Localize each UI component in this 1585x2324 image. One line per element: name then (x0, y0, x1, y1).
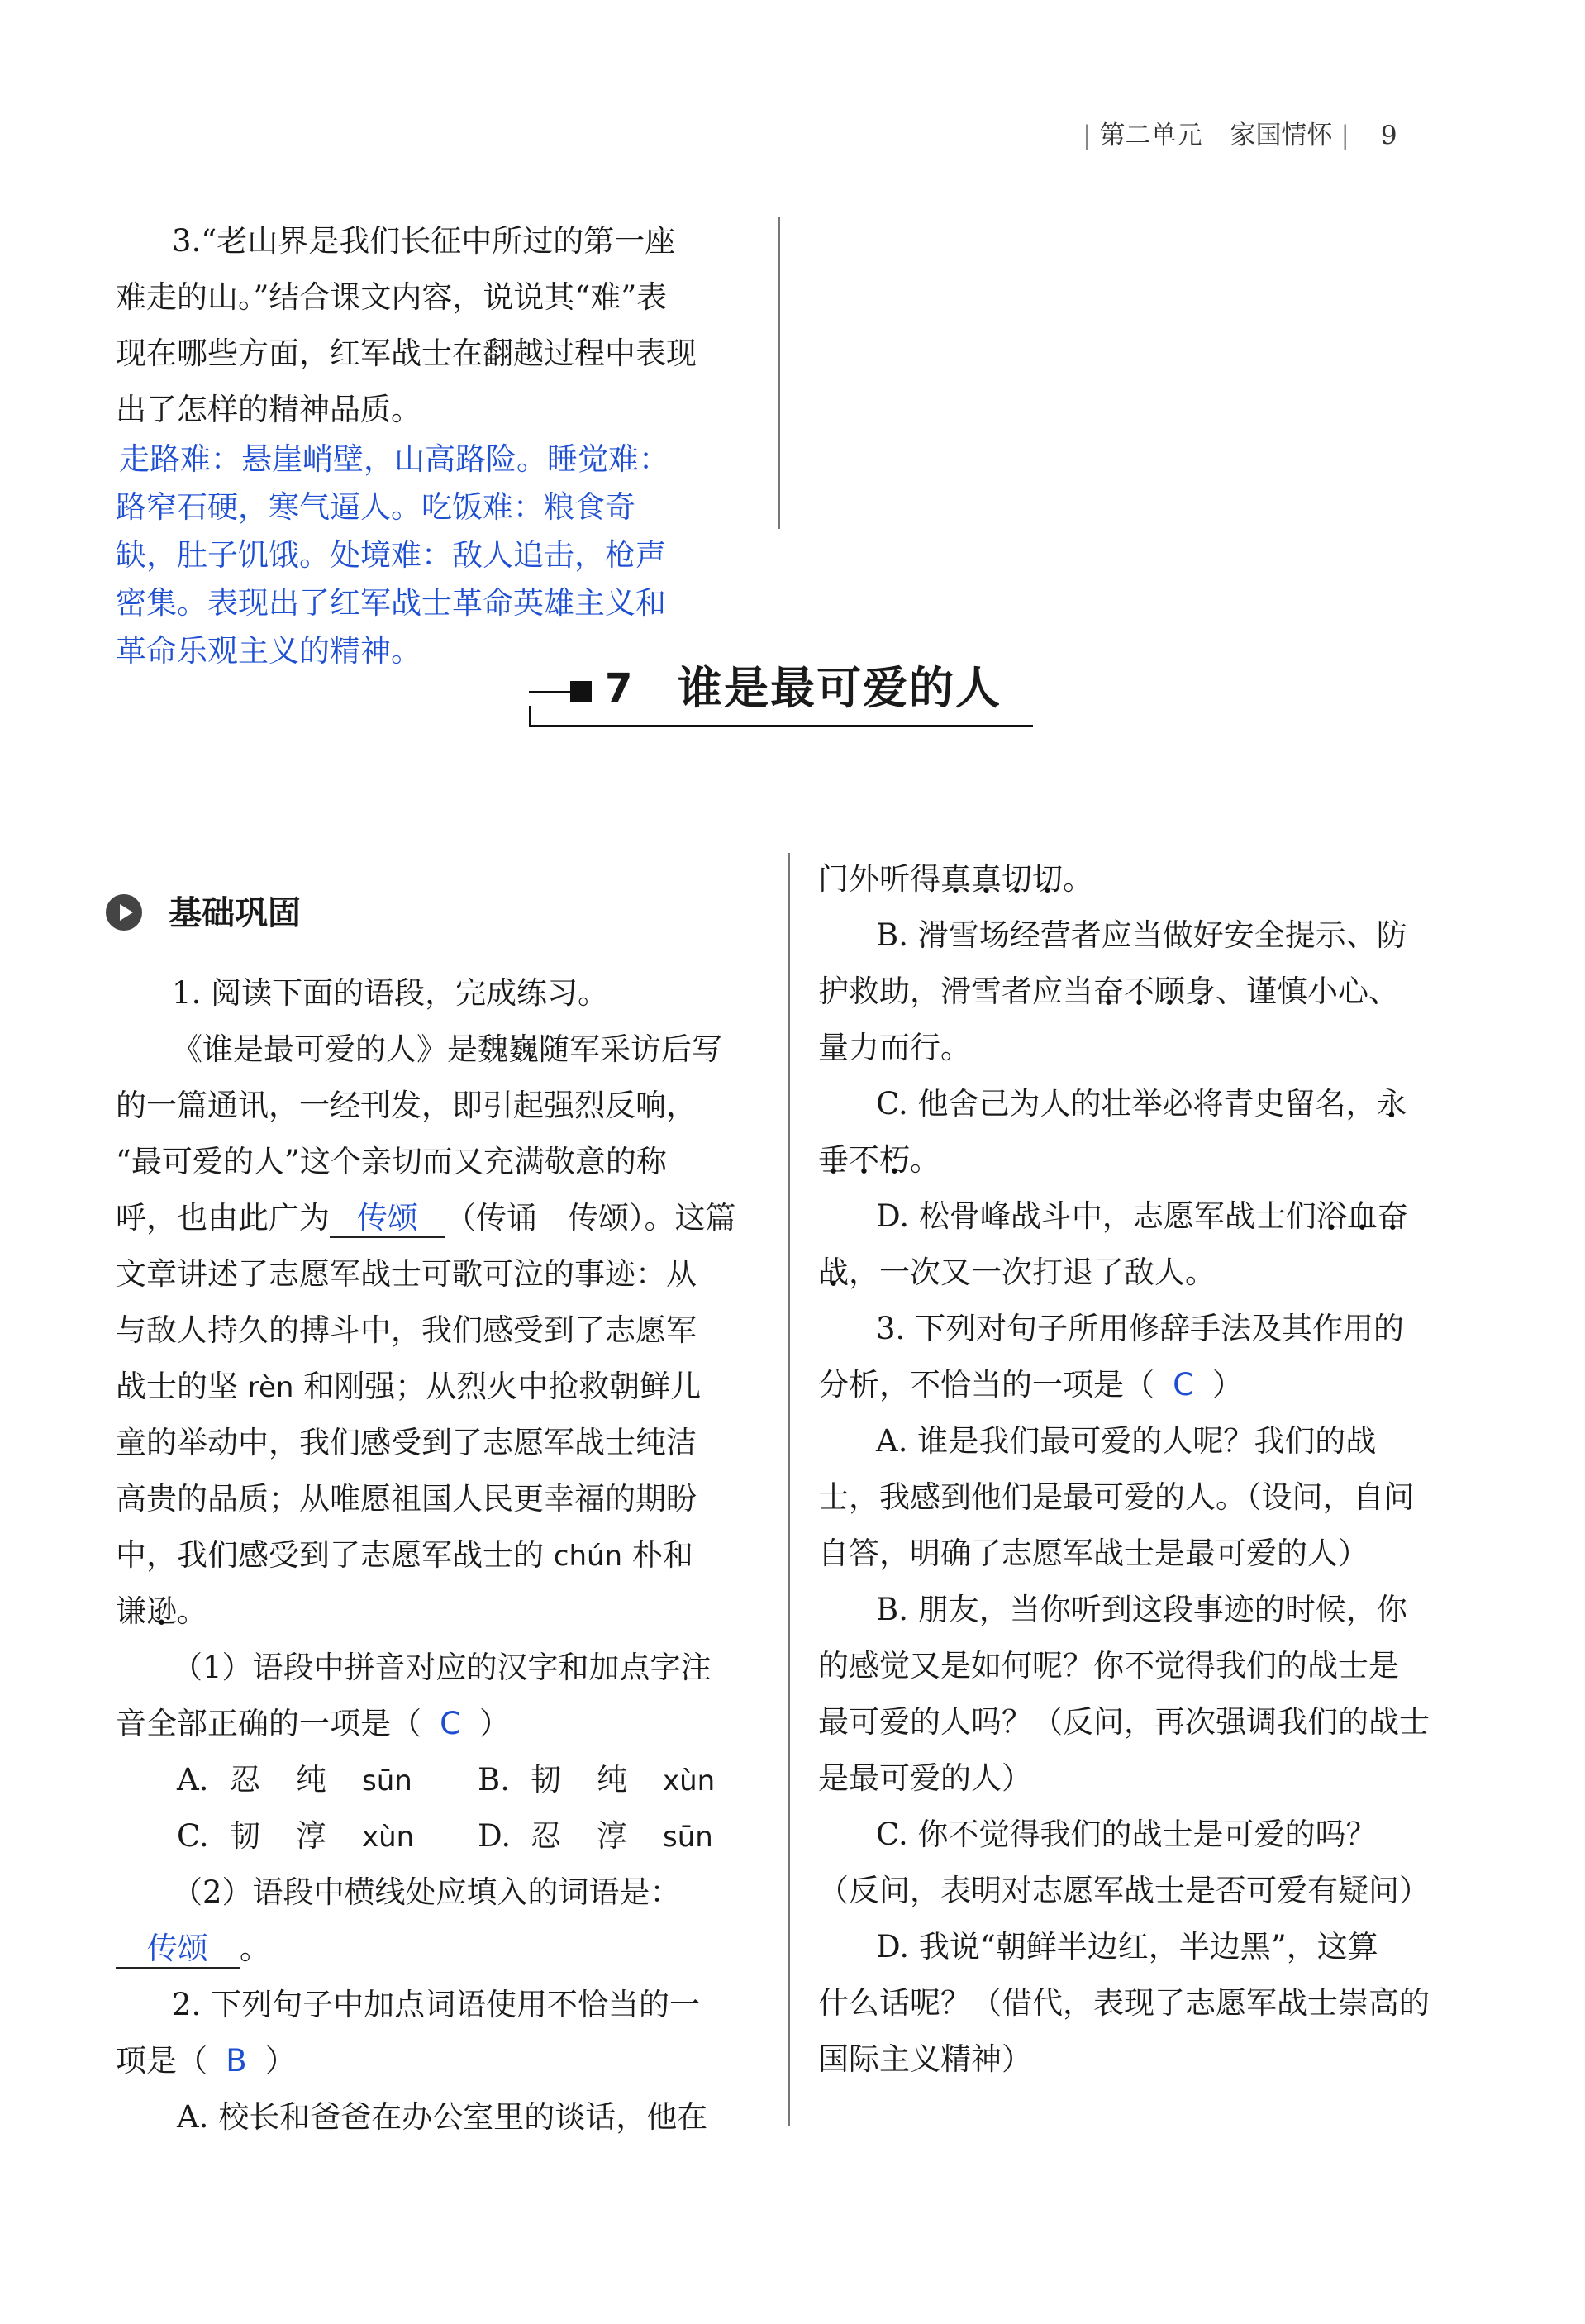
q1-passage-line-pinyin (116, 1527, 777, 1584)
q3-top-answer-line-5: 革命乐观主义的精神。 (116, 633, 421, 669)
option-pinyin: xùn (663, 1764, 716, 1798)
section-label: 基础巩固 (169, 894, 301, 932)
q1-passage-last-line (116, 1583, 769, 1640)
q3-top-question-line-3: 现在哪些方面，红军战士在翻越过程中表现 (116, 336, 697, 371)
q3-option-line: 什么话呢？（借代，表现了志愿军战士崇高的 (818, 1985, 1430, 2021)
q2-option-d-line-1 (876, 1188, 1537, 1245)
dotted-char: 真 (940, 861, 971, 897)
dotted-char: 奋 (1377, 1198, 1408, 1234)
q3-option-line: D. 我说“朝鲜半边红，半边黑”，这算 (876, 1929, 1378, 1964)
title-underline (529, 725, 1033, 727)
q1-passage-line: 童的举动中，我们感受到了志愿军战士纯洁 (116, 1425, 697, 1460)
lesson-title-block (529, 660, 1033, 727)
option-char: 纯 (296, 1762, 326, 1798)
title-square-icon (570, 681, 592, 702)
q3-close: ） (1212, 1367, 1243, 1402)
q1-passage-line: “最可爱的人”这个亲切而又充满敬意的称 (116, 1144, 667, 1179)
q2-option-d-line-2 (818, 1245, 1479, 1301)
dotted-char: 战 (818, 1255, 849, 1290)
column-divider-main (788, 853, 790, 2126)
q1-options-row-1 (177, 1752, 772, 1809)
q3-top-answer-line-1: 走路难：悬崖峭壁，山高路险。睡觉难： (119, 441, 669, 477)
option-pinyin: sūn (663, 1821, 713, 1854)
q2-option-b-line-2 (818, 964, 1479, 1020)
q1-options-row-2 (177, 1808, 772, 1865)
q1-line4-post: （传诵 传颂）。这篇 (445, 1200, 736, 1236)
q1-line10-pre: 中，我们感受到了志愿军战士的 (116, 1537, 554, 1573)
q3-option-line: 最可爱的人吗？（反问，再次强调我们的战士 (818, 1704, 1430, 1740)
q3-top-answer-line-4: 密集。表现出了红军战士革命英雄主义和 (116, 585, 666, 621)
dotted-char: 奋 (1093, 974, 1124, 1009)
q3-answer: C (1173, 1367, 1194, 1402)
q3-option-line: B. 朋友，当你听到这段事迹的时候，你 (876, 1592, 1407, 1627)
q2-d-post: ，一次又一次打退了敌人。 (849, 1255, 1216, 1290)
q3-option-line: （反问，表明对志愿军战士是否可爱有疑问） (818, 1873, 1430, 1908)
option-char: 纯 (597, 1762, 627, 1798)
option-letter: D. (478, 1818, 512, 1854)
title-tick (529, 706, 531, 727)
dotted-char: 永 (1376, 1086, 1407, 1122)
q1-blank-answer: 传颂 (330, 1200, 445, 1238)
q2-option-c-line-2 (818, 1132, 1479, 1188)
q1-sub1-line-2 (116, 1696, 777, 1752)
lesson-title: 谁是最可爱的人 (678, 662, 1002, 714)
q2-a-cont-post: 。 (1063, 861, 1093, 897)
q2-answer: B (226, 2043, 247, 2079)
option-char: 韧 (230, 1818, 260, 1854)
dotted-char: 顾 (1154, 974, 1185, 1009)
q3-option-line: 士，我感到他们是最可爱的人。（设问，自问 (818, 1479, 1415, 1515)
option-letter: B. (478, 1762, 510, 1798)
option-letter: C. (177, 1818, 209, 1854)
q2-option-c-line-1 (876, 1076, 1537, 1132)
title-dash (529, 691, 570, 693)
q3-top-answer-line-3: 缺，肚子饥饿。处境难：敌人追击，枪声 (116, 537, 666, 573)
section-heading (106, 891, 436, 937)
dotted-char: 浴 (1316, 1198, 1347, 1234)
q2-a-cont-pre: 门外听得 (818, 861, 940, 897)
q2-line-1: 2. 下列句子中加点词语使用不恰当的一 (172, 1987, 701, 2022)
dotted-char: 真 (971, 861, 1002, 897)
q1-passage-line: 高贵的品质；从唯愿祖国人民更幸福的期盼 (116, 1481, 697, 1517)
column-divider-top (778, 217, 780, 529)
theme-label: 家国情怀 (1230, 121, 1333, 150)
q1-passage-line-blank (116, 1190, 777, 1246)
q3-top-question-line-2: 难走的山。”结合课文内容，说说其“难”表 (116, 279, 668, 315)
q2-option-a-cont (818, 851, 1479, 907)
q1-passage-line: 与敌人持久的搏斗中，我们感受到了志愿军 (116, 1312, 697, 1348)
q3-option-line: 的感觉又是如何呢？你不觉得我们的战士是 (818, 1648, 1399, 1683)
q3-option-line: A. 谁是我们最可爱的人呢？我们的战 (876, 1423, 1377, 1459)
q3-option-line: 国际主义精神） (818, 2041, 1032, 2077)
dotted-char: 切 (1002, 861, 1032, 897)
q3-top-question-line-1: 3.“老山界是我们长征中所过的第一座 (172, 223, 676, 259)
option-letter: A. (177, 1762, 209, 1798)
q1-line7-pre: 战士的坚 (116, 1369, 248, 1404)
page-number: 9 (1380, 121, 1397, 150)
q3-line-2 (818, 1357, 1479, 1413)
dotted-char: 不 (849, 1142, 879, 1178)
dotted-char: 切 (1032, 861, 1063, 897)
pinyin-chun: chún (553, 1540, 623, 1573)
q1-sub2-line: （2）语段中横线处应填入的词语是： (172, 1874, 681, 1910)
dotted-char: 逊 (146, 1593, 177, 1629)
option-char: 淳 (296, 1818, 326, 1854)
option-char: 韧 (531, 1762, 561, 1798)
q1-line4-pre: 呼，也由此广为 (116, 1200, 330, 1236)
q3-top-answer-line-2: 路窄石硬，寒气逼人。吃饭难：粮食奇 (116, 489, 635, 525)
q2-line-2 (116, 2033, 777, 2089)
option-char: 忍 (230, 1762, 260, 1798)
q1-passage-line-pinyin (116, 1359, 777, 1416)
q1-passage-line: 《谁是最可爱的人》是魏巍随军采访后写 (172, 1031, 722, 1067)
q2-d-pre: D. 松骨峰战斗中，志愿军战士们 (876, 1198, 1316, 1234)
q1-line7-post: 和刚强；从烈火中抢救朝鲜儿 (293, 1369, 702, 1404)
q3-top-question-line-4: 出了怎样的精神品质。 (116, 392, 421, 427)
q1-sub2-end: 。 (240, 1931, 270, 1966)
dotted-char: 朽 (879, 1142, 910, 1178)
q3-option-line: 自答，明确了志愿军战士是最可爱的人） (818, 1536, 1368, 1571)
dotted-char: 不 (1124, 974, 1154, 1009)
dotted-char: 身 (1185, 974, 1216, 1009)
q3-option-line: C. 你不觉得我们的战士是可爱的吗？ (876, 1817, 1377, 1852)
q2-c-pre: C. 他舍己为人的壮举必将青史留名， (876, 1086, 1377, 1122)
option-char: 淳 (597, 1818, 627, 1854)
q1-passage-line: 的一篇通讯，一经刊发，即引起强烈反响， (116, 1088, 697, 1123)
q2-close: ） (265, 2043, 296, 2079)
q1-line11-a: 谦 (116, 1593, 146, 1629)
q2-b-post: 、谨慎小心、 (1216, 974, 1399, 1009)
pinyin-ren: rèn (247, 1371, 294, 1404)
q2-option-a-line: A. 校长和爸爸在办公室里的谈话，他在 (177, 2099, 708, 2135)
q3-line-1: 3. 下列对句子所用修辞手法及其作用的 (876, 1311, 1405, 1346)
q3-text: 分析，不恰当的一项是（ (818, 1367, 1154, 1402)
q1-passage-line: 文章讲述了志愿军战士可歌可泣的事迹：从 (116, 1256, 697, 1292)
play-icon (106, 894, 142, 931)
q2-b-pre: 护救助，滑雪者应当 (818, 974, 1093, 1009)
q1-line11-c: 。 (177, 1593, 207, 1629)
dotted-char: 垂 (818, 1142, 849, 1178)
option-pinyin: xùn (362, 1821, 415, 1854)
q1-sub2-answer: 传颂 (116, 1931, 240, 1969)
q3-option-line: 是最可爱的人） (818, 1760, 1032, 1796)
q1-sub1-answer: C (440, 1706, 461, 1741)
lesson-number: 7 (605, 665, 633, 712)
dotted-char: 血 (1346, 1198, 1378, 1234)
option-pinyin: sūn (362, 1764, 412, 1798)
q1-line10-post: 朴和 (622, 1537, 693, 1573)
q2-c-post: 。 (910, 1142, 940, 1178)
option-char: 忍 (531, 1818, 561, 1854)
q1-sub1-line-1: （1）语段中拼音对应的汉字和加点字注 (172, 1650, 712, 1685)
q1-intro: 1. 阅读下面的语段，完成练习。 (172, 975, 609, 1011)
unit-label: 第二单元 (1099, 121, 1202, 150)
q1-sub2-answer-line (116, 1921, 446, 1977)
page-header: | 第二单元 家国情怀 | 9 (1083, 121, 1397, 150)
q2-text: 项是（ (116, 2043, 207, 2079)
q1-sub1-text: 音全部正确的一项是（ (116, 1706, 421, 1741)
q1-sub1-close: ） (479, 1706, 510, 1741)
q2-option-b-line-3: 量力而行。 (818, 1030, 971, 1065)
q2-option-b-line-1: B. 滑雪场经营者应当做好安全提示、防 (876, 917, 1407, 953)
